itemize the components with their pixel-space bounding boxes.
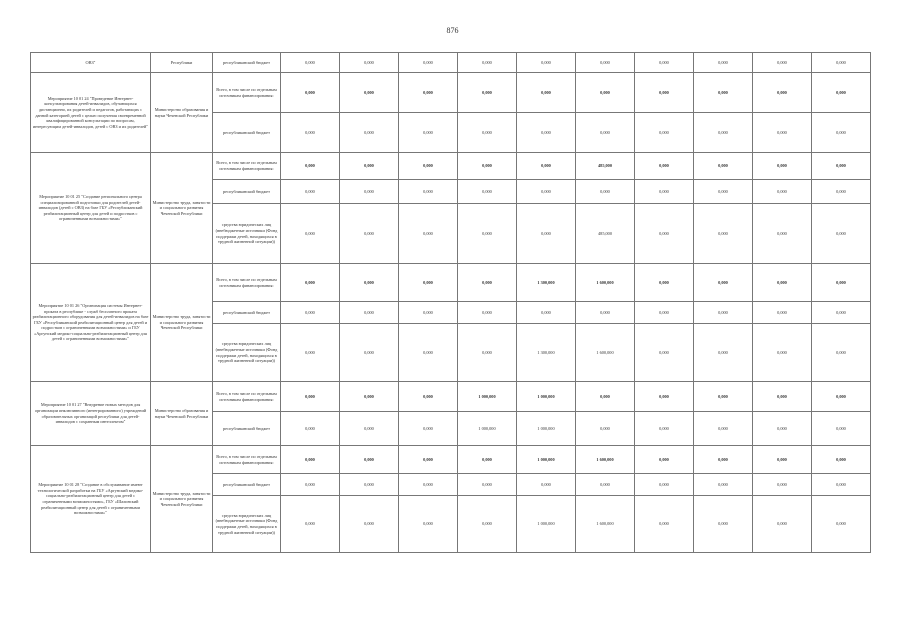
amount-cell: 0,000: [635, 446, 694, 474]
amount-cell: 1 600,000: [576, 496, 635, 553]
amount-cell: 0,000: [517, 113, 576, 153]
amount-cell: 0,000: [576, 302, 635, 324]
agency-cell: Министерство труда, занятости и социального развития Чеченской Республики: [151, 153, 213, 264]
amount-cell: 0,000: [694, 264, 753, 302]
funding-source-cell: Всего, в том числе по отдельным источникам финансирования:: [213, 73, 281, 113]
amount-cell: 0,000: [576, 474, 635, 496]
amount-cell: 0,000: [635, 302, 694, 324]
amount-cell: 0,000: [812, 264, 871, 302]
amount-cell: 0,000: [694, 113, 753, 153]
amount-cell: 0,000: [399, 324, 458, 382]
amount-cell: 0,000: [399, 382, 458, 412]
amount-cell: 0,000: [517, 53, 576, 73]
amount-cell: 1 000,000: [458, 382, 517, 412]
amount-cell: 0,000: [399, 204, 458, 264]
amount-cell: 0,000: [340, 264, 399, 302]
amount-cell: 0,000: [753, 412, 812, 446]
amount-cell: 0,000: [340, 474, 399, 496]
amount-cell: 0,000: [753, 496, 812, 553]
amount-cell: 0,000: [458, 73, 517, 113]
amount-cell: 0,000: [458, 113, 517, 153]
amount-cell: 0,000: [753, 302, 812, 324]
amount-cell: 0,000: [694, 153, 753, 180]
amount-cell: 0,000: [694, 204, 753, 264]
amount-cell: 1 600,000: [576, 324, 635, 382]
table-row: [31, 73, 871, 113]
amount-cell: 0,000: [576, 53, 635, 73]
amount-cell: 0,000: [399, 113, 458, 153]
amount-cell: 0,000: [812, 382, 871, 412]
amount-cell: 0,000: [694, 382, 753, 412]
funding-source-cell: Всего, в том числе по отдельным источникам финансирования:: [213, 153, 281, 180]
table-row: [31, 382, 871, 412]
funding-source-cell: средства юридических лиц (внебюджетные источники (Фонд поддержки детей, находящихся в трудной жизненной ситуации)): [213, 204, 281, 264]
amount-cell: 0,000: [753, 113, 812, 153]
amount-cell: 1 300,000: [517, 324, 576, 382]
amount-cell: 0,000: [517, 153, 576, 180]
amount-cell: 0,000: [399, 446, 458, 474]
amount-cell: 0,000: [812, 446, 871, 474]
amount-cell: 0,000: [458, 153, 517, 180]
amount-cell: 0,000: [517, 302, 576, 324]
amount-cell: 0,000: [458, 180, 517, 204]
budget-table: [30, 52, 871, 553]
amount-cell: 0,000: [753, 264, 812, 302]
amount-cell: 0,000: [694, 446, 753, 474]
amount-cell: 0,000: [458, 324, 517, 382]
amount-cell: 0,000: [281, 53, 340, 73]
amount-cell: 1 000,000: [517, 412, 576, 446]
amount-cell: 0,000: [458, 446, 517, 474]
amount-cell: 0,000: [340, 53, 399, 73]
amount-cell: 485,000: [576, 153, 635, 180]
amount-cell: 0,000: [340, 324, 399, 382]
amount-cell: 0,000: [812, 113, 871, 153]
amount-cell: 0,000: [517, 180, 576, 204]
amount-cell: 0,000: [399, 302, 458, 324]
amount-cell: 0,000: [399, 474, 458, 496]
event-cell: Мероприятие 10 01 24 "Проведение Интернет-консультирования детей-инвалидов, обучающихся дистанционно, их родителей и педагогов, работающих с данной категорией детей с целью получения своевременной квалифицированной консультации по вопросам, интересующим детей-инвалидов, детей с ОВЗ и их родителей": [31, 73, 151, 153]
amount-cell: 0,000: [694, 73, 753, 113]
amount-cell: 0,000: [753, 73, 812, 113]
table-row: [31, 446, 871, 474]
amount-cell: 1 600,000: [576, 264, 635, 302]
amount-cell: 1 600,000: [576, 446, 635, 474]
amount-cell: 0,000: [812, 474, 871, 496]
amount-cell: 0,000: [753, 474, 812, 496]
amount-cell: 0,000: [635, 324, 694, 382]
amount-cell: 0,000: [458, 496, 517, 553]
funding-source-cell: Всего, в том числе по отдельным источникам финансирования:: [213, 264, 281, 302]
amount-cell: 0,000: [399, 180, 458, 204]
funding-source-cell: республиканский бюджет: [213, 53, 281, 73]
amount-cell: 0,000: [812, 73, 871, 113]
amount-cell: 0,000: [281, 474, 340, 496]
amount-cell: 0,000: [340, 113, 399, 153]
amount-cell: 0,000: [399, 53, 458, 73]
amount-cell: 0,000: [635, 412, 694, 446]
amount-cell: 0,000: [340, 180, 399, 204]
amount-cell: 0,000: [517, 73, 576, 113]
funding-source-cell: республиканский бюджет: [213, 412, 281, 446]
amount-cell: 0,000: [281, 204, 340, 264]
amount-cell: 0,000: [281, 264, 340, 302]
amount-cell: 0,000: [753, 153, 812, 180]
amount-cell: 1 000,000: [517, 496, 576, 553]
amount-cell: 0,000: [753, 446, 812, 474]
amount-cell: 0,000: [458, 53, 517, 73]
event-cell: Мероприятие 10 01 28 "Создание в обслуживание имеют технологической разработки на ГБУ «Аргунский медико-социально-реабилитационный центр для детей с ограниченными возможностями», ГБУ «Шалинский реабилитационный центр для детей с ограниченными возможностями»": [31, 446, 151, 553]
amount-cell: 0,000: [458, 264, 517, 302]
amount-cell: 0,000: [576, 180, 635, 204]
amount-cell: 0,000: [458, 474, 517, 496]
amount-cell: 0,000: [812, 180, 871, 204]
amount-cell: 0,000: [281, 382, 340, 412]
amount-cell: 0,000: [517, 474, 576, 496]
amount-cell: 1 000,000: [517, 446, 576, 474]
amount-cell: 0,000: [340, 73, 399, 113]
amount-cell: 0,000: [517, 204, 576, 264]
page-number: 876: [446, 26, 459, 35]
amount-cell: 0,000: [694, 180, 753, 204]
amount-cell: 0,000: [753, 382, 812, 412]
amount-cell: 1 000,000: [458, 412, 517, 446]
amount-cell: 0,000: [399, 264, 458, 302]
funding-source-cell: республиканский бюджет: [213, 474, 281, 496]
funding-source-cell: Всего, в том числе по отдельным источникам финансирования:: [213, 446, 281, 474]
amount-cell: 0,000: [635, 113, 694, 153]
amount-cell: 0,000: [635, 264, 694, 302]
amount-cell: 0,000: [694, 324, 753, 382]
amount-cell: 0,000: [576, 412, 635, 446]
agency-cell: Министерство труда, занятости и социального развития Чеченской Республики: [151, 446, 213, 553]
event-cell: ОВЗ": [31, 53, 151, 73]
amount-cell: 0,000: [281, 412, 340, 446]
funding-source-cell: республиканский бюджет: [213, 180, 281, 204]
event-cell: Мероприятие 10 01 27 "Внедрение новых методов для организации инклюзивного (интегрированного) учреждений образовательных организаций республики для детей-инвалидов с сохранным интеллектом": [31, 382, 151, 446]
amount-cell: 0,000: [694, 53, 753, 73]
amount-cell: 485,000: [576, 204, 635, 264]
amount-cell: 0,000: [812, 153, 871, 180]
amount-cell: 0,000: [694, 302, 753, 324]
funding-source-cell: средства юридических лиц (внебюджетные источники (Фонд поддержки детей, находящихся в трудной жизненной ситуации)): [213, 324, 281, 382]
amount-cell: 0,000: [635, 496, 694, 553]
amount-cell: 0,000: [340, 496, 399, 553]
amount-cell: 0,000: [635, 474, 694, 496]
funding-source-cell: республиканский бюджет: [213, 113, 281, 153]
agency-cell: Министерство труда, занятости и социального развития Чеченской Республики: [151, 264, 213, 382]
amount-cell: 0,000: [635, 180, 694, 204]
amount-cell: 0,000: [753, 204, 812, 264]
amount-cell: 0,000: [281, 446, 340, 474]
amount-cell: 0,000: [281, 496, 340, 553]
amount-cell: 0,000: [812, 302, 871, 324]
amount-cell: 0,000: [812, 496, 871, 553]
amount-cell: 0,000: [812, 412, 871, 446]
amount-cell: 0,000: [694, 412, 753, 446]
amount-cell: 0,000: [576, 73, 635, 113]
table-row: [31, 153, 871, 180]
amount-cell: 0,000: [635, 73, 694, 113]
amount-cell: 0,000: [340, 446, 399, 474]
amount-cell: 0,000: [576, 113, 635, 153]
amount-cell: 0,000: [399, 153, 458, 180]
amount-cell: 0,000: [635, 153, 694, 180]
amount-cell: 0,000: [812, 204, 871, 264]
amount-cell: 0,000: [340, 302, 399, 324]
amount-cell: 0,000: [576, 382, 635, 412]
amount-cell: 0,000: [281, 180, 340, 204]
amount-cell: 0,000: [281, 73, 340, 113]
agency-cell: Министерство образования и науки Чеченской Республики: [151, 73, 213, 153]
amount-cell: 0,000: [635, 382, 694, 412]
funding-source-cell: республиканский бюджет: [213, 302, 281, 324]
amount-cell: 0,000: [399, 496, 458, 553]
amount-cell: 0,000: [635, 204, 694, 264]
amount-cell: 0,000: [281, 324, 340, 382]
amount-cell: 0,000: [458, 204, 517, 264]
amount-cell: 0,000: [399, 73, 458, 113]
amount-cell: 0,000: [281, 302, 340, 324]
amount-cell: 0,000: [812, 324, 871, 382]
amount-cell: 0,000: [753, 53, 812, 73]
amount-cell: 0,000: [812, 53, 871, 73]
amount-cell: 1 300,000: [517, 264, 576, 302]
agency-cell: Министерство образования и науки Чеченской Республики: [151, 382, 213, 446]
amount-cell: 0,000: [635, 53, 694, 73]
amount-cell: 0,000: [281, 113, 340, 153]
amount-cell: 0,000: [340, 412, 399, 446]
table-row: [31, 53, 871, 73]
event-cell: Мероприятие 10 01 25 "Создание регионального центра специализированной подготовки для родителей детей-инвалидов (детей с ОВЗ) на базе ГБУ «Республиканский реабилитационный центр для детей и подростков с ограниченными возможностями»": [31, 153, 151, 264]
amount-cell: 0,000: [281, 153, 340, 180]
amount-cell: 0,000: [340, 153, 399, 180]
amount-cell: 0,000: [694, 474, 753, 496]
table-row: [31, 264, 871, 302]
funding-source-cell: Всего, в том числе по отдельным источникам финансирования:: [213, 382, 281, 412]
amount-cell: 1 000,000: [517, 382, 576, 412]
funding-source-cell: средства юридических лиц (внебюджетные источники (Фонд поддержки детей, находящихся в трудной жизненной ситуации)): [213, 496, 281, 553]
amount-cell: 0,000: [753, 324, 812, 382]
amount-cell: 0,000: [340, 204, 399, 264]
amount-cell: 0,000: [694, 496, 753, 553]
amount-cell: 0,000: [753, 180, 812, 204]
agency-cell: Республики: [151, 53, 213, 73]
amount-cell: 0,000: [458, 302, 517, 324]
amount-cell: 0,000: [399, 412, 458, 446]
event-cell: Мероприятие 10 01 26 "Организация системы Интернет-проката в республике - служб бесплатного проката реабилитационного оборудования для детей-инвалидов на базе ГБУ «Республиканский реабилитационный центр для детей и подростков с ограниченными возможностями» и ГБУ «Аргунский медико-социально-реабилитационный центр для детей с ограниченными возможностями»": [31, 264, 151, 382]
amount-cell: 0,000: [340, 382, 399, 412]
